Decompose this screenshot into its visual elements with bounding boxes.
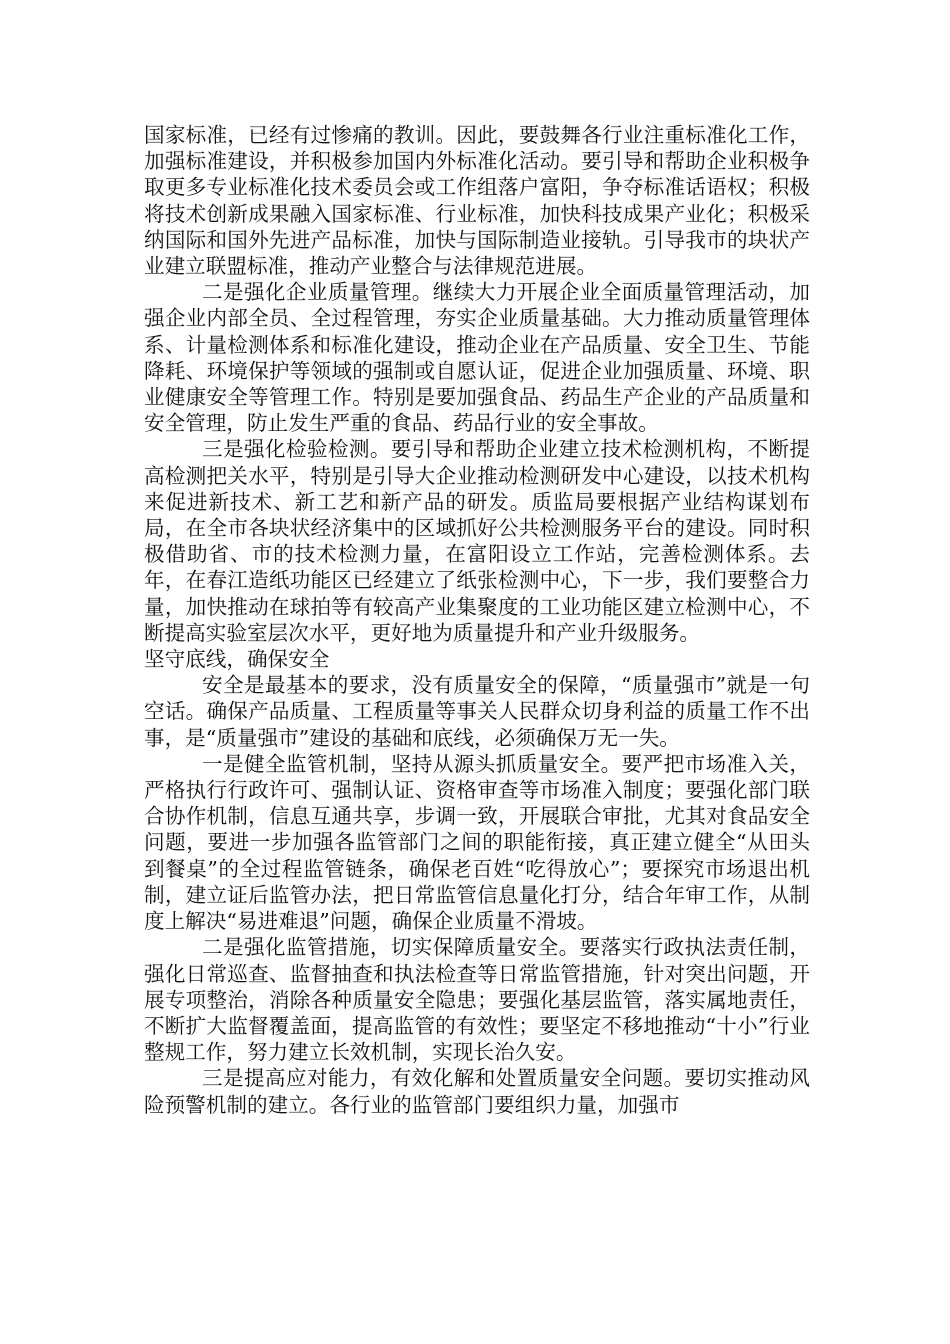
paragraph-safety-baseline: 安全是最基本的要求，没有质量安全的保障，“质量强市”就是一句空话。确保产品质量、工程质量等事关人民群众切身利益的质量工作不出事，是“质量强市”建设的基础和底线，必须确保万无一失。 xyxy=(144,673,810,750)
paragraph-supervision-measures: 二是强化监管措施，切实保障质量安全。要落实行政执法责任制，强化日常巡查、监督抽查和执法检查等日常监管措施，针对突出问题，开展专项整治，消除各种质量安全隐患；要强化基层监管，落实属地责任，不断扩大监督覆盖面，提高监管的有效性；要坚定不移地推动“十小”行业整规工作，努力建立长效机制，实现长治久安。 xyxy=(144,935,810,1065)
paragraph-standards: 国家标准，已经有过惨痛的教训。因此，要鼓舞各行业注重标准化工作，加强标准建设，并积极参加国内外标准化活动。要引导和帮助企业积极争取更多专业标准化技术委员会或工作组落户富阳，争夺标准话语权；积极将技术创新成果融入国家标准、行业标准，加快科技成果产业化；积极采纳国际和国外先进产品标准，加快与国际制造业接轨。引导我市的块状产业建立联盟标准，推动产业整合与法律规范进展。 xyxy=(144,123,810,279)
document-page xyxy=(144,122,810,1118)
section-heading: 坚守底线，确保安全 xyxy=(144,647,330,672)
paragraph-quality-management: 二是强化企业质量管理。继续大力开展企业全面质量管理活动，加强企业内部全员、全过程管理，夯实企业质量基础。大力推动质量管理体系、计量检测体系和标准化建设，推动企业在产品质量、安全卫生、节能降耗、环境保护等领域的强制或自愿认证，促进企业加强质量、环境、职业健康安全等管理工作。特别是要加强食品、药品生产企业的产品质量和安全管理，防止发生严重的食品、药品行业的安全事故。 xyxy=(144,280,810,436)
paragraph-supervision-mechanism: 一是健全监管机制，坚持从源头抓质量安全。要严把市场准入关，严格执行行政许可、强制认证、资格审查等市场准入制度；要强化部门联合协作机制，信息互通共享，步调一致，开展联合审批，尤其对食品安全问题，要进一步加强各监管部门之间的职能衔接，真正建立健全“从田头到餐桌”的全过程监管链条，确保老百姓“吃得放心”；要探究市场退出机制，建立证后监管办法，把日常监管信息量化打分，结合年审工作，从制度上解决“易进难退”问题，确保企业质量不滑坡。 xyxy=(144,751,810,934)
paragraph-inspection-testing: 三是强化检验检测。要引导和帮助企业建立技术检测机构，不断提高检测把关水平，特别是引导大企业推动检测研发中心建设，以技术机构来促进新技术、新工艺和新产品的研发。质监局要根据产业结构谋划布局，在全市各块状经济集中的区域抓好公共检测服务平台的建设。同时积极借助省、市的技术检测力量，在富阳设立工作站，完善检测体系。去年，在春江造纸功能区已经建立了纸张检测中心，下一步，我们要整合力量，加快推动在球拍等有较高产业集聚度的工业功能区建立检测中心，不断提高实验室层次水平，更好地为质量提升和产业升级服务。 xyxy=(144,437,810,645)
paragraph-response-capability: 三是提高应对能力，有效化解和处置质量安全问题。要切实推动风险预警机制的建立。各行业的监管部门要组织力量，加强市 xyxy=(144,1066,810,1117)
